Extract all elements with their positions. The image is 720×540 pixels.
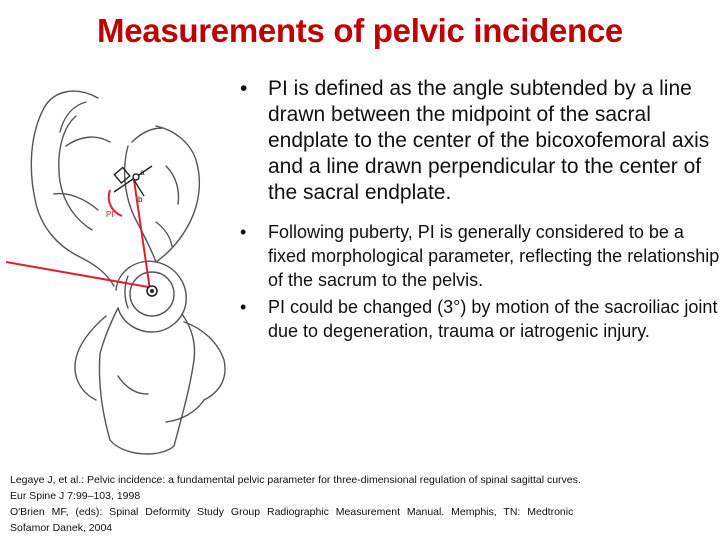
pelvis-illustration [6, 76, 238, 458]
pelvis-diagram-svg [6, 76, 238, 458]
reference-line: Legaye J, et al.: Pelvic incidence: a fundamental pelvic parameter for three-dimensional regulation of spinal sagittal curves. [10, 474, 581, 486]
bullet-text: PI could be changed (3°) by motion of the sacroiliac joint due to degeneration, trauma or iatrogenic injury. [268, 297, 718, 341]
bullet-item [236, 220, 720, 292]
pubis-outline [75, 316, 106, 400]
bullet-text: Following puberty, PI is generally considered to be a fixed morphological parameter, reflecting the relationship of the sacrum to the pelvis. [268, 222, 720, 290]
slide-title: Measurements of pelvic incidence [97, 12, 623, 49]
bullet-text: PI is defined as the angle subtended by a line drawn between the midpoint of the sacral endplate to the center of the bicoxofemoral axis and a line drawn perpendicular to the center of the sacral endplate. [268, 77, 710, 204]
reference-line: Sofamor Danek, 2004 [10, 522, 113, 534]
point-a-label: a [140, 168, 145, 177]
bullet-list [236, 76, 720, 343]
bullet-marker: • [240, 297, 247, 317]
bullet-item [236, 76, 720, 206]
sacrum-outline [156, 126, 199, 262]
reference-line: O'Brien MF, (eds): Spinal Deformity Study Group Radiographic Measurement Manual. Memphis, TN: Medtronic [10, 506, 574, 518]
iliac-wing-inner [59, 116, 92, 230]
point-b-label: b [138, 195, 143, 204]
references [10, 472, 716, 536]
endplate-midpoint [133, 174, 139, 180]
reference-line: Eur Spine J 7:99–103, 1998 [10, 490, 141, 502]
bullet-item [236, 295, 720, 343]
pi-angle-label: PI [106, 210, 114, 219]
endplate-right-angle-marker [114, 168, 129, 183]
iliac-wing-outline [31, 91, 114, 286]
femur-shaft-outline [99, 354, 194, 446]
bullet-marker: • [240, 77, 248, 100]
bullet-marker: • [240, 222, 247, 242]
